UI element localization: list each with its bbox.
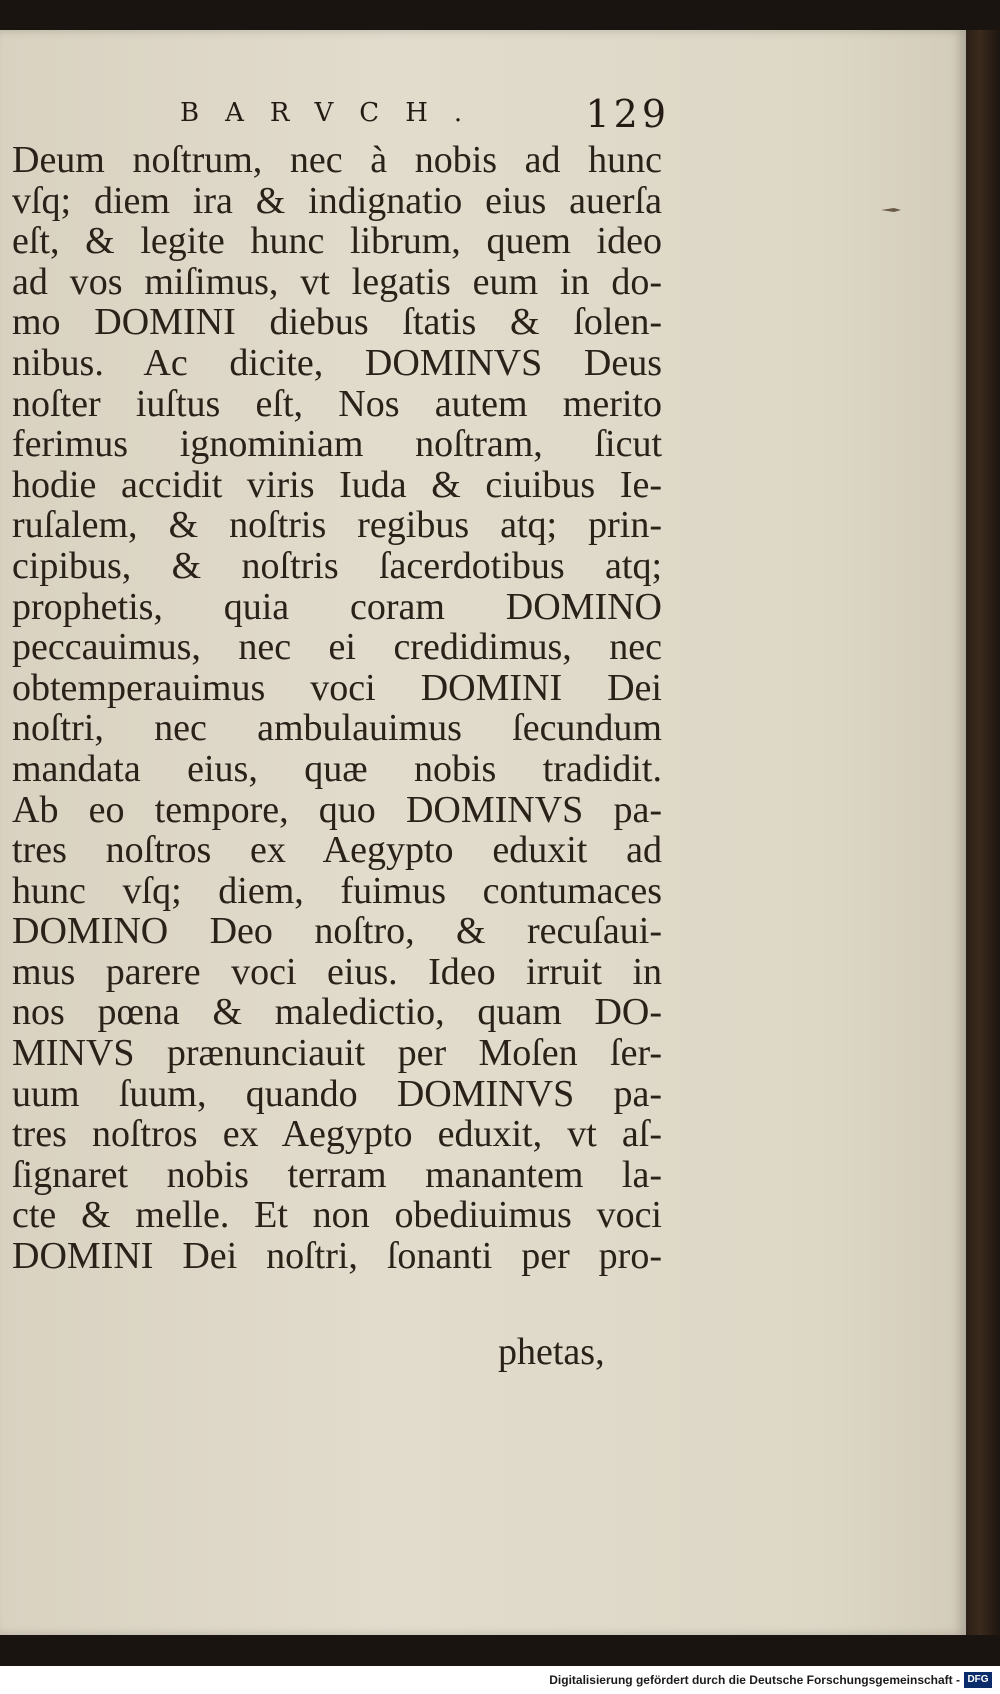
funding-credit: Digitalisierung gefördert durch die Deutsche Forschungsgemeinschaft -	[549, 1673, 960, 1687]
text-line: cipibus, & noſtris ſacerdotibus atq;	[12, 544, 662, 587]
text-line: tres noſtros ex Aegypto eduxit, vt aſ-	[12, 1113, 662, 1156]
page-number: 129	[585, 92, 670, 136]
text-line: mandata eius, quæ nobis tradidit.	[12, 747, 662, 790]
text-line: ferimus ignominiam noſtram, ſicut	[12, 423, 662, 466]
text-line: hodie accidit viris Iuda & ciuibus Ie-	[12, 463, 662, 506]
text-line: nos pœna & maledictio, quam DO-	[12, 991, 662, 1034]
text-line: noſter iuſtus eſt, Nos autem merito	[12, 382, 662, 425]
dfg-logo: DFG	[964, 1672, 992, 1688]
ink-speck-mark	[880, 205, 902, 215]
catchword: phetas,	[498, 1331, 605, 1373]
text-line: ruſalem, & noſtris regibus atq; prin-	[12, 504, 662, 547]
text-line: DOMINI Dei noſtri, ſonanti per pro-	[12, 1235, 662, 1278]
text-line: uum ſuum, quando DOMINVS pa-	[12, 1072, 662, 1115]
text-line: Ab eo tempore, quo DOMINVS pa-	[12, 788, 662, 831]
text-line: cte & melle. Et non obediuimus voci	[12, 1194, 662, 1237]
text-line: ſignaret nobis terram manantem la-	[12, 1153, 662, 1196]
text-line: vſq; diem ira & indignatio eius auerſa	[12, 179, 662, 222]
text-line: eſt, & legite hunc librum, quem ideo	[12, 220, 662, 263]
body-text	[12, 140, 662, 1277]
footer-bar	[0, 1670, 1000, 1694]
text-line: mus parere voci eius. Ideo irruit in	[12, 950, 662, 993]
page-edge	[966, 30, 1000, 1635]
text-line: mo DOMINI diebus ſtatis & ſolen-	[12, 301, 662, 344]
text-line: hunc vſq; diem, fuimus contumaces	[12, 869, 662, 912]
text-line: DOMINO Deo noſtro, & recuſaui-	[12, 910, 662, 953]
text-line: prophetis, quia coram DOMINO	[12, 585, 662, 628]
text-line: obtemperauimus voci DOMINI Dei	[12, 666, 662, 709]
text-line: peccauimus, nec ei credidimus, nec	[12, 626, 662, 669]
text-line: tres noſtros ex Aegypto eduxit ad	[12, 829, 662, 872]
text-line: ad vos miſimus, vt legatis eum in do-	[12, 260, 662, 303]
text-line: Deum noſtrum, nec à nobis ad hunc	[12, 139, 662, 181]
text-line: noſtri, nec ambulauimus ſecundum	[12, 707, 662, 750]
running-head	[150, 92, 670, 142]
text-line: nibus. Ac dicite, DOMINVS Deus	[12, 341, 662, 384]
running-title: BARVCH.	[180, 98, 489, 128]
text-line: MINVS prænunciauit per Moſen ſer-	[12, 1032, 662, 1075]
